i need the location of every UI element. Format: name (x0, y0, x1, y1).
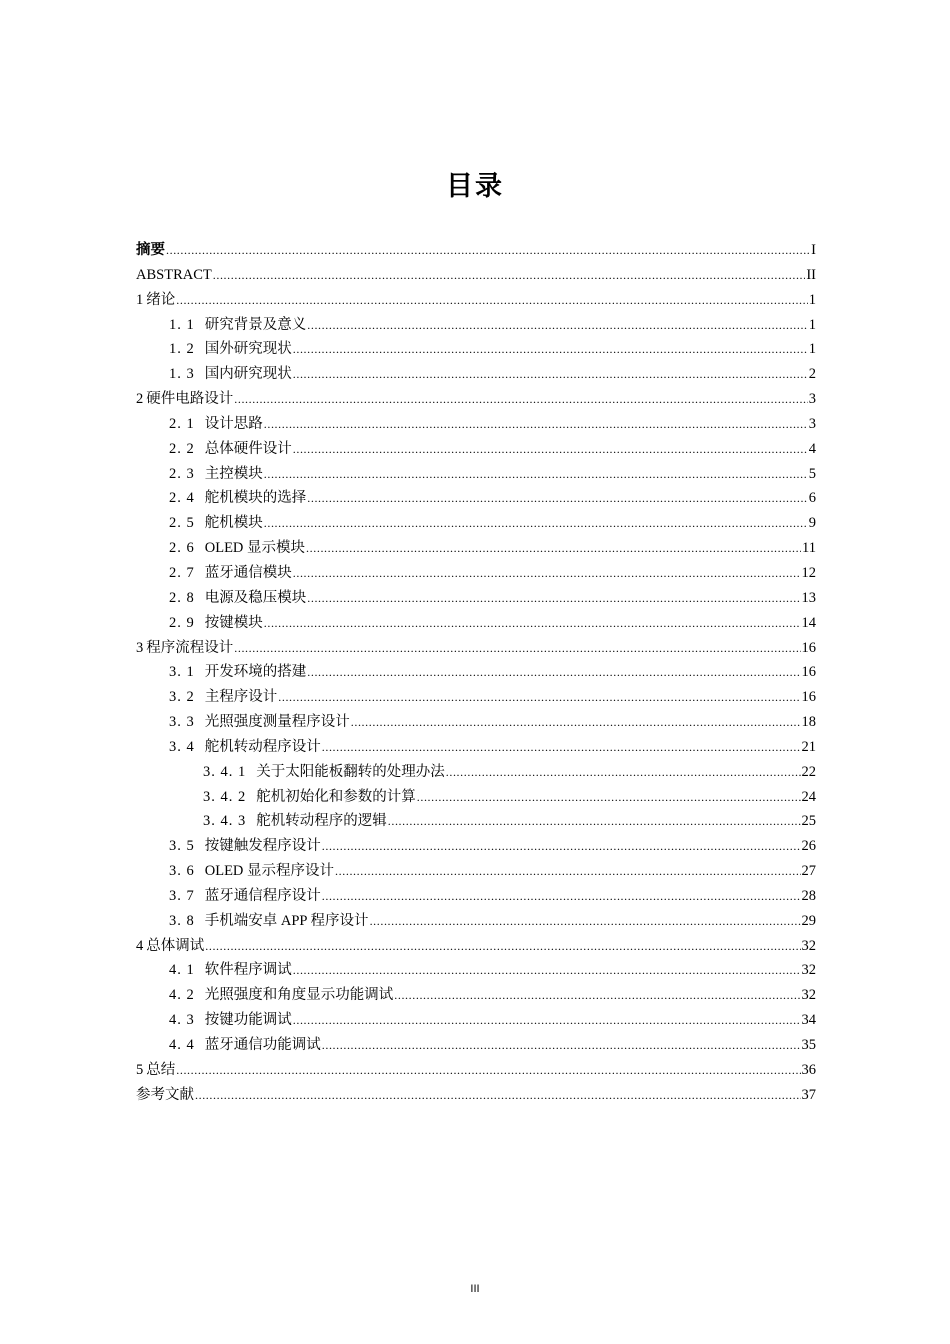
toc-entry-label: 手机端安卓 APP 程序设计 (204, 912, 369, 929)
toc-leader-dots (370, 909, 801, 934)
toc-entry[interactable] (136, 511, 816, 536)
toc-entry-page-number: 16 (801, 689, 816, 706)
toc-entry[interactable] (136, 1083, 816, 1108)
toc-leader-dots (306, 536, 801, 561)
toc-leader-dots (293, 561, 801, 586)
toc-entry-label: 研究背景及意义 (204, 316, 307, 333)
toc-entry-page-number: 9 (808, 515, 816, 532)
toc-entry-number: 2. 4 (169, 490, 195, 507)
toc-entry-label: 关于太阳能板翻转的处理办法 (256, 763, 445, 780)
toc-leader-dots (351, 710, 801, 735)
toc-entry[interactable] (136, 884, 816, 909)
toc-entry[interactable] (136, 983, 816, 1008)
toc-entry-page-number: 4 (808, 440, 816, 457)
toc-entry-label: 软件程序调试 (204, 962, 292, 979)
toc-entry-number: 4. 1 (169, 962, 195, 979)
toc-entry[interactable] (136, 1058, 816, 1083)
toc-leader-dots (293, 1008, 801, 1033)
toc-entry[interactable] (136, 288, 816, 313)
toc-entry-number: 3. 5 (169, 838, 195, 855)
toc-leader-dots (335, 859, 800, 884)
toc-entry[interactable] (136, 337, 816, 362)
toc-entry-label: 开发环境的搭建 (204, 664, 307, 681)
toc-entry-label: 按键模块 (204, 614, 263, 631)
toc-entry-label: 按键触发程序设计 (204, 838, 321, 855)
toc-entry-label: 按键功能调试 (204, 1012, 292, 1029)
toc-entry-number: 4 (136, 937, 144, 954)
toc-entry-label: 主控模块 (204, 465, 263, 482)
toc-leader-dots (293, 337, 808, 362)
toc-entry-number: 2 (136, 391, 144, 408)
toc-leader-dots (307, 486, 808, 511)
table-of-contents (136, 238, 816, 1108)
toc-entry-label: 光照强度和角度显示功能调试 (204, 987, 394, 1004)
toc-entry-number: 3. 6 (169, 863, 195, 880)
toc-entry[interactable] (136, 412, 816, 437)
toc-entry-page-number: I (811, 242, 816, 258)
toc-entry-label: 舵机初始化和参数的计算 (256, 788, 416, 805)
toc-leader-dots (176, 288, 808, 313)
toc-entry-label: 舵机转动程序设计 (204, 738, 321, 755)
toc-entry-number: 4. 3 (169, 1012, 195, 1029)
toc-entry[interactable] (136, 958, 816, 983)
toc-leader-dots (307, 586, 800, 611)
toc-entry-number: 2. 2 (169, 440, 195, 457)
toc-entry[interactable] (136, 387, 816, 412)
toc-entry-page-number: 35 (801, 1037, 816, 1053)
toc-entry-label: 电源及稳压模块 (204, 589, 307, 606)
toc-entry[interactable] (136, 263, 816, 288)
toc-entry[interactable] (136, 809, 816, 834)
toc-entry-label: 绪论 (146, 291, 176, 308)
toc-entry[interactable] (136, 685, 816, 710)
toc-entry-page-number: 1 (808, 341, 816, 358)
page-title: 目录 (446, 171, 504, 202)
toc-entry-label: 总结 (146, 1061, 176, 1078)
toc-entry-label: 硬件电路设计 (146, 391, 234, 408)
toc-entry-number: 3. 1 (169, 664, 195, 681)
toc-leader-dots (264, 412, 808, 437)
toc-entry-number: 4. 2 (169, 987, 195, 1004)
toc-entry[interactable] (136, 636, 816, 661)
toc-entry-number: 3. 4. 2 (203, 788, 247, 805)
toc-leader-dots (166, 238, 810, 263)
toc-leader-dots (322, 884, 801, 909)
toc-entry[interactable] (136, 486, 816, 511)
toc-entry-page-number: 12 (801, 564, 816, 581)
toc-entry-number: 4. 4 (169, 1037, 195, 1053)
toc-leader-dots (264, 611, 801, 636)
toc-entry[interactable] (136, 238, 816, 263)
toc-leader-dots (446, 760, 801, 785)
toc-entry[interactable] (136, 1008, 816, 1033)
toc-entry-page-number: 26 (801, 838, 816, 855)
toc-entry-page-number: 22 (801, 763, 816, 780)
toc-entry-page-number: 1 (808, 291, 816, 308)
toc-entry-number: 2. 7 (169, 564, 195, 581)
toc-entry[interactable] (136, 536, 816, 561)
toc-entry-label: 摘要 (136, 242, 165, 258)
toc-entry-page-number: 36 (801, 1061, 816, 1078)
toc-leader-dots (234, 636, 800, 661)
toc-entry-page-number: 32 (801, 937, 816, 954)
toc-entry-number: 3. 2 (169, 689, 195, 706)
toc-entry-page-number: 34 (801, 1012, 816, 1029)
toc-entry-label: 参考文献 (136, 1086, 194, 1103)
toc-leader-dots (307, 660, 800, 685)
toc-entry-number: 1. 2 (169, 341, 195, 358)
toc-entry-page-number: 24 (801, 788, 816, 805)
toc-entry-label: ABSTRACT (136, 266, 212, 283)
toc-entry-page-number: 18 (801, 714, 816, 731)
toc-entry-page-number: 29 (801, 912, 816, 929)
toc-entry[interactable] (136, 785, 816, 810)
toc-entry-page-number: 32 (801, 962, 816, 979)
toc-entry-number: 2. 6 (169, 540, 195, 557)
toc-entry-label: 蓝牙通信功能调试 (204, 1037, 321, 1053)
toc-entry-label: OLED 显示程序设计 (204, 863, 335, 880)
toc-entry-label: 舵机转动程序的逻辑 (256, 813, 387, 830)
toc-entry-page-number: 32 (801, 987, 816, 1004)
toc-entry-label: OLED 显示模块 (204, 540, 306, 557)
toc-entry-label: 设计思路 (204, 415, 263, 432)
toc-entry-label: 光照强度测量程序设计 (204, 714, 350, 731)
toc-entry-page-number: 5 (808, 465, 816, 482)
toc-entry-page-number: 6 (808, 490, 816, 507)
toc-entry-page-number: 25 (801, 813, 816, 830)
toc-entry-number: 2. 9 (169, 614, 195, 631)
toc-entry[interactable] (136, 362, 816, 387)
toc-entry[interactable] (136, 934, 816, 959)
toc-entry[interactable] (136, 834, 816, 859)
toc-entry-label: 蓝牙通信模块 (204, 564, 292, 581)
toc-entry[interactable] (136, 462, 816, 487)
toc-entry-page-number: II (806, 266, 816, 283)
toc-entry[interactable] (136, 660, 816, 685)
toc-entry-number: 1 (136, 291, 144, 308)
toc-entry-label: 舵机模块 (204, 515, 263, 532)
toc-entry-number: 3. 3 (169, 714, 195, 731)
toc-entry-number: 1. 1 (169, 316, 195, 333)
toc-entry[interactable] (136, 735, 816, 760)
toc-entry-page-number: 1 (808, 316, 816, 333)
toc-leader-dots (307, 313, 808, 338)
toc-entry-page-number: 3 (808, 415, 816, 432)
page-number-footer: III (470, 1283, 480, 1295)
toc-entry[interactable] (136, 1033, 816, 1058)
toc-entry[interactable] (136, 909, 816, 934)
toc-entry-page-number: 2 (808, 366, 816, 383)
toc-leader-dots (213, 263, 806, 288)
toc-entry[interactable] (136, 760, 816, 785)
toc-entry-page-number: 16 (801, 639, 816, 656)
toc-entry[interactable] (136, 561, 816, 586)
toc-entry-number: 3. 4. 1 (203, 763, 247, 780)
toc-entry-number: 3. 7 (169, 887, 195, 904)
toc-leader-dots (388, 809, 801, 834)
toc-entry-number: 1. 3 (169, 366, 195, 383)
toc-entry-label: 总体硬件设计 (204, 440, 292, 457)
toc-entry-number: 3. 4 (169, 738, 195, 755)
toc-entry-label: 国外研究现状 (204, 341, 292, 358)
toc-leader-dots (205, 934, 800, 959)
toc-leader-dots (264, 462, 808, 487)
toc-leader-dots (322, 735, 801, 760)
toc-entry-number: 2. 8 (169, 589, 195, 606)
toc-entry[interactable] (136, 313, 816, 338)
toc-entry-number: 2. 3 (169, 465, 195, 482)
toc-entry-page-number: 37 (801, 1086, 816, 1103)
toc-leader-dots (394, 983, 800, 1008)
toc-entry-page-number: 13 (801, 589, 816, 606)
toc-entry-label: 总体调试 (146, 937, 205, 954)
toc-entry-number: 3. 8 (169, 912, 195, 929)
toc-leader-dots (234, 387, 808, 412)
toc-leader-dots (293, 958, 801, 983)
toc-entry-label: 国内研究现状 (204, 366, 292, 383)
toc-entry-page-number: 3 (808, 391, 816, 408)
toc-leader-dots (417, 785, 801, 810)
toc-entry[interactable] (136, 611, 816, 636)
toc-entry-page-number: 28 (801, 887, 816, 904)
toc-leader-dots (322, 834, 801, 859)
toc-entry-number: 5 (136, 1061, 144, 1078)
toc-entry-number: 2. 1 (169, 415, 195, 432)
toc-entry-number: 3 (136, 639, 144, 656)
toc-entry-page-number: 16 (801, 664, 816, 681)
toc-entry-page-number: 27 (801, 863, 816, 880)
toc-leader-dots (293, 362, 808, 387)
toc-leader-dots (278, 685, 800, 710)
toc-entry[interactable] (136, 586, 816, 611)
toc-leader-dots (293, 437, 808, 462)
toc-leader-dots (195, 1083, 801, 1108)
toc-entry-page-number: 14 (801, 614, 816, 631)
toc-entry-label: 舵机模块的选择 (204, 490, 307, 507)
toc-entry-label: 蓝牙通信程序设计 (204, 887, 321, 904)
toc-entry-page-number: 21 (801, 738, 816, 755)
toc-entry[interactable] (136, 710, 816, 735)
toc-leader-dots (322, 1033, 801, 1058)
toc-entry[interactable] (136, 437, 816, 462)
toc-entry-number: 3. 4. 3 (203, 813, 247, 830)
toc-leader-dots (176, 1058, 800, 1083)
toc-entry[interactable] (136, 859, 816, 884)
toc-entry-label: 主程序设计 (204, 689, 278, 706)
toc-leader-dots (264, 511, 808, 536)
toc-entry-label: 程序流程设计 (146, 639, 234, 656)
toc-entry-number: 2. 5 (169, 515, 195, 532)
toc-entry-page-number: 11 (802, 540, 816, 557)
